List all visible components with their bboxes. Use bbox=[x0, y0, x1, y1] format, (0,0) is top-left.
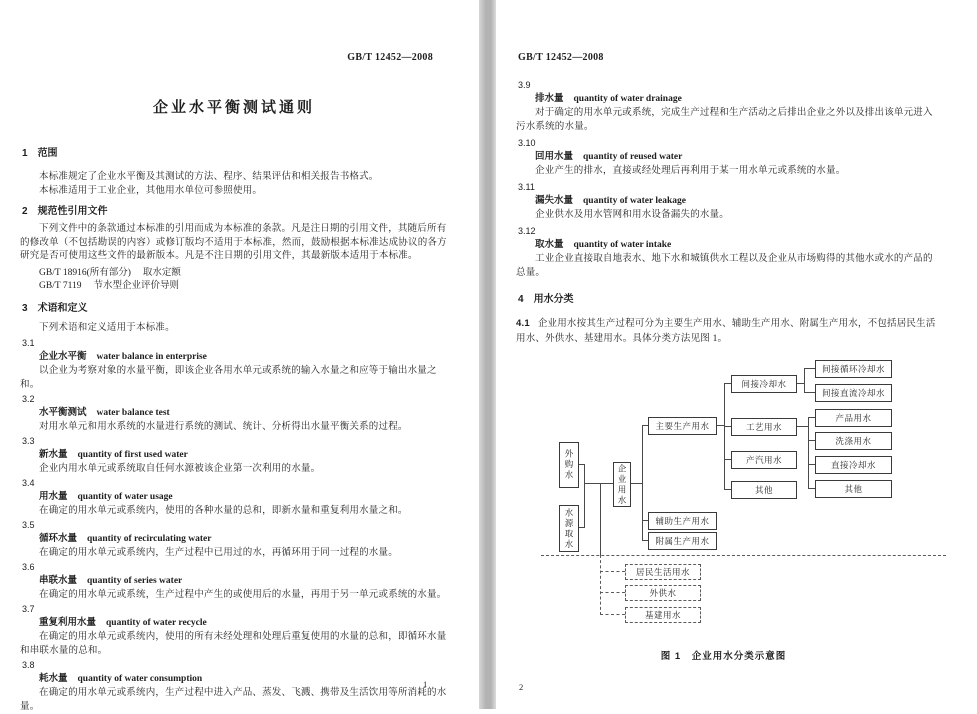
connector-line bbox=[808, 417, 809, 489]
clause-4-1 bbox=[516, 316, 939, 347]
section-label: 术语和定义 bbox=[37, 302, 88, 314]
definition-number: 3.1 bbox=[22, 338, 35, 348]
definition-body: 在确定的用水单元或系统，生产过程中产生的或使用后的水量，再用于另一单元或系统的水量。 bbox=[39, 590, 447, 600]
definition-number: 3.3 bbox=[22, 436, 35, 446]
definition-body: 工业企业直接取自地表水、地下水和城镇供水工程以及企业从市场购得的其他水或水的产品的总量。 bbox=[516, 254, 933, 278]
connector-line-dashed bbox=[600, 592, 625, 593]
definition-term bbox=[535, 238, 939, 252]
page-1-content bbox=[20, 0, 448, 714]
definitions-list bbox=[20, 336, 448, 714]
figure-node-main-production-water: 主要生产用水 bbox=[648, 417, 717, 435]
term-en: quantity of water leakage bbox=[583, 196, 687, 206]
figure-node-auxiliary-production-water: 辅助生产用水 bbox=[648, 512, 717, 530]
connector-line bbox=[642, 540, 648, 541]
term-cn: 取水量 bbox=[535, 239, 564, 250]
term-en: quantity of first used water bbox=[77, 450, 188, 460]
definition-body: 对用水单元和用水系统的水量进行系统的测试、统计、分析得出水量平衡关系的过程。 bbox=[39, 422, 408, 432]
definition-3-6 bbox=[20, 560, 448, 602]
connector-line bbox=[717, 425, 724, 426]
term-en: quantity of water drainage bbox=[573, 94, 682, 104]
term-cn: 企业水平衡 bbox=[39, 351, 87, 362]
definition-term bbox=[535, 92, 939, 106]
figure-node-purchased-water: 外购水 bbox=[559, 442, 579, 488]
term-en: quantity of water recycle bbox=[106, 618, 207, 628]
definition-number: 3.12 bbox=[518, 226, 536, 236]
section-3-heading bbox=[20, 302, 448, 316]
definition-3-9 bbox=[516, 78, 939, 134]
definition-3-12 bbox=[516, 224, 939, 280]
connector-line bbox=[808, 417, 815, 418]
connector-line bbox=[797, 426, 808, 427]
connector-line bbox=[584, 483, 613, 484]
definition-term bbox=[39, 490, 448, 504]
figure-node-process-water: 工艺用水 bbox=[731, 418, 797, 436]
connector-line bbox=[804, 368, 815, 369]
definition-term bbox=[39, 448, 448, 462]
section-label: 范围 bbox=[37, 148, 58, 159]
reference-item bbox=[39, 267, 448, 281]
term-cn: 回用水量 bbox=[535, 151, 574, 162]
standard-code-header: GB/T 12452—2008 bbox=[518, 52, 604, 63]
connector-line-dashed bbox=[600, 571, 625, 572]
connector-line-dashed bbox=[600, 555, 601, 615]
section-number: 4 bbox=[518, 294, 524, 305]
connector-line bbox=[600, 484, 601, 555]
definition-body: 在确定的用水单元或系统内，使用的各种水量的总和，即新水量和重复利用水量之和。 bbox=[39, 506, 408, 516]
figure-node-steam-water: 产汽用水 bbox=[731, 451, 797, 469]
figure-1-caption: 图 1 企业用水分类示意图 bbox=[660, 651, 787, 662]
definition-body: 在确定的用水单元或系统内，生产过程中进入产品、蒸发、飞溅、携带及生活饮用等所消耗的水量。 bbox=[20, 688, 447, 712]
section-label: 规范性引用文件 bbox=[37, 206, 108, 217]
section-4-heading bbox=[516, 293, 939, 307]
definition-number: 3.5 bbox=[22, 520, 35, 530]
definition-3-2 bbox=[20, 392, 448, 434]
clause-text: 企业用水按其生产过程可分为主要生产用水、辅助生产用水、附属生产用水，不包括居民生活用水、外供水、基建用水。具体分类方法见图 1。 bbox=[516, 319, 936, 344]
figure-node-other-process: 其他 bbox=[815, 480, 892, 498]
clause-number: 4.1 bbox=[516, 318, 530, 329]
connector-line bbox=[724, 383, 731, 384]
term-cn: 循环水量 bbox=[39, 533, 78, 544]
definition-term bbox=[39, 672, 448, 686]
section-number: 3 bbox=[22, 302, 28, 314]
definition-3-1 bbox=[20, 336, 448, 392]
term-en: water balance test bbox=[96, 408, 170, 418]
figure-node-source-intake: 水源取水 bbox=[559, 505, 579, 552]
term-cn: 用水量 bbox=[39, 491, 68, 502]
section-label: 用水分类 bbox=[533, 294, 574, 305]
figure-node-washing-water: 洗涤用水 bbox=[815, 432, 892, 450]
boundary-line-dashed bbox=[541, 555, 946, 556]
page-number: 2 bbox=[519, 682, 524, 692]
figure-node-affiliated-production-water: 附属生产用水 bbox=[648, 532, 717, 550]
definitions-list bbox=[516, 78, 939, 280]
definition-3-7 bbox=[20, 602, 448, 658]
definition-body: 在确定的用水单元或系统内，生产过程中已用过的水，再循环用于同一过程的水量。 bbox=[39, 548, 398, 558]
page-gutter bbox=[479, 0, 496, 709]
term-en: water balance in enterprise bbox=[96, 352, 207, 362]
definition-3-5 bbox=[20, 518, 448, 560]
term-cn: 串联水量 bbox=[39, 575, 78, 586]
definition-number: 3.4 bbox=[22, 478, 35, 488]
term-cn: 重复利用水量 bbox=[39, 617, 97, 628]
definition-body: 企业供水及用水管网和用水设备漏失的水量。 bbox=[535, 210, 730, 220]
term-en: quantity of water intake bbox=[573, 240, 672, 250]
section-number: 1 bbox=[22, 148, 28, 159]
standard-code-header: GB/T 12452—2008 bbox=[347, 52, 433, 63]
connector-line bbox=[808, 488, 815, 489]
term-cn: 耗水量 bbox=[39, 673, 68, 684]
figure-node-indirect-recirculating-cooling: 间接循环冷却水 bbox=[815, 360, 892, 378]
figure-node-external-supply-water: 外供水 bbox=[625, 585, 701, 601]
definition-number: 3.11 bbox=[518, 182, 535, 192]
figure-node-indirect-cooling-water: 间接冷却水 bbox=[731, 375, 797, 393]
connector-line bbox=[631, 483, 642, 484]
definition-3-8 bbox=[20, 658, 448, 714]
figure-node-direct-cooling-water: 直接冷却水 bbox=[815, 456, 892, 474]
connector-line bbox=[584, 464, 585, 528]
connector-line bbox=[808, 464, 815, 465]
definition-number: 3.6 bbox=[22, 562, 35, 572]
connector-line-dashed bbox=[600, 614, 625, 615]
definition-number: 3.10 bbox=[518, 138, 536, 148]
definition-body: 在确定的用水单元或系统内，使用的所有未经处理和处理后重复使用的水量的总和，即循环水量和串联水量的总和。 bbox=[20, 632, 447, 656]
section-number: 2 bbox=[22, 206, 28, 217]
connector-line bbox=[724, 489, 731, 490]
definition-term bbox=[39, 406, 448, 420]
normative-references-intro: 下列文件中的条款通过本标准的引用而成为本标准的条款。凡是注日期的引用文件，其随后所有的修改单（不包括勘误的内容）或修订版均不适用于本标准，然而，鼓励根据本标准达成协议的各方研究是否可使用这些文件的最新版本。凡是不注日期的引用文件，其最新版本适用于本标准。 bbox=[20, 224, 447, 261]
term-cn: 排水量 bbox=[535, 93, 564, 104]
definition-term bbox=[39, 532, 448, 546]
definition-number: 3.7 bbox=[22, 604, 35, 614]
terms-intro: 下列术语和定义适用于本标准。 bbox=[39, 322, 175, 333]
definition-term bbox=[535, 150, 939, 164]
reference-code: GB/T 7119 bbox=[39, 281, 82, 291]
figure-node-residential-water: 居民生活用水 bbox=[625, 564, 701, 580]
section-1-heading bbox=[20, 147, 448, 161]
figure-node-enterprise-water: 企业用水 bbox=[613, 462, 631, 507]
definition-3-4 bbox=[20, 476, 448, 518]
page-1 bbox=[0, 0, 479, 712]
scope-paragraph-1: 本标准规定了企业水平衡及其测试的方法、程序、结果评估和相关报告书格式。 bbox=[39, 172, 379, 182]
term-en: quantity of reused water bbox=[583, 152, 683, 162]
definition-number: 3.2 bbox=[22, 394, 35, 404]
page-2 bbox=[496, 0, 977, 709]
term-cn: 新水量 bbox=[39, 449, 68, 460]
definition-body: 企业内用水单元或系统取自任何水源被该企业第一次利用的水量。 bbox=[39, 464, 321, 474]
connector-line bbox=[724, 383, 725, 490]
definition-term bbox=[39, 574, 448, 588]
definition-term bbox=[39, 616, 448, 630]
reference-title: 节水型企业评价导则 bbox=[93, 281, 180, 291]
page-number: 1 bbox=[423, 679, 428, 689]
term-cn: 水平衡测试 bbox=[39, 407, 87, 418]
connector-line bbox=[642, 425, 648, 426]
term-en: quantity of recirculating water bbox=[87, 534, 212, 544]
term-en: quantity of water usage bbox=[77, 492, 173, 502]
definition-3-3 bbox=[20, 434, 448, 476]
reference-title: 取水定额 bbox=[142, 267, 181, 278]
figure-node-product-water: 产品用水 bbox=[815, 409, 892, 427]
definition-body: 以企业为考察对象的水量平衡，即该企业各用水单元或系统的输入水量之和应等于输出水量之和。 bbox=[20, 366, 437, 390]
document-title: 企业水平衡测试通则 bbox=[152, 100, 315, 116]
reference-code: GB/T 18916(所有部分) bbox=[39, 267, 131, 278]
connector-line bbox=[724, 459, 731, 460]
connector-line bbox=[642, 520, 648, 521]
definition-3-10 bbox=[516, 136, 939, 178]
scope-paragraph-2: 本标准适用于工业企业，其他用水单位可参照使用。 bbox=[39, 185, 263, 196]
term-cn: 漏失水量 bbox=[535, 195, 574, 206]
definition-number: 3.9 bbox=[518, 80, 531, 90]
connector-line bbox=[808, 440, 815, 441]
definition-term bbox=[535, 194, 939, 208]
definition-body: 企业产生的排水，直接或经处理后再利用于某一用水单元或系统的水量。 bbox=[535, 166, 846, 176]
page-2-content bbox=[516, 0, 939, 347]
connector-line bbox=[724, 426, 731, 427]
definition-number: 3.8 bbox=[22, 660, 35, 670]
connector-line bbox=[804, 392, 815, 393]
reference-item bbox=[39, 280, 448, 294]
connector-line bbox=[642, 425, 643, 541]
term-en: quantity of series water bbox=[87, 576, 183, 586]
connector-line bbox=[804, 368, 805, 393]
definition-term bbox=[39, 350, 448, 364]
definition-3-11 bbox=[516, 180, 939, 222]
connector-line bbox=[797, 383, 804, 384]
figure-node-indirect-once-through-cooling: 间接直流冷却水 bbox=[815, 384, 892, 402]
term-en: quantity of water consumption bbox=[77, 674, 203, 684]
section-2-heading bbox=[20, 205, 448, 219]
definition-body: 对于确定的用水单元或系统，完成生产过程和生产活动之后排出企业之外以及排出该单元进入污水系统的水量。 bbox=[516, 108, 933, 132]
figure-node-construction-water: 基建用水 bbox=[625, 607, 701, 623]
figure-node-other-main: 其他 bbox=[731, 481, 797, 499]
